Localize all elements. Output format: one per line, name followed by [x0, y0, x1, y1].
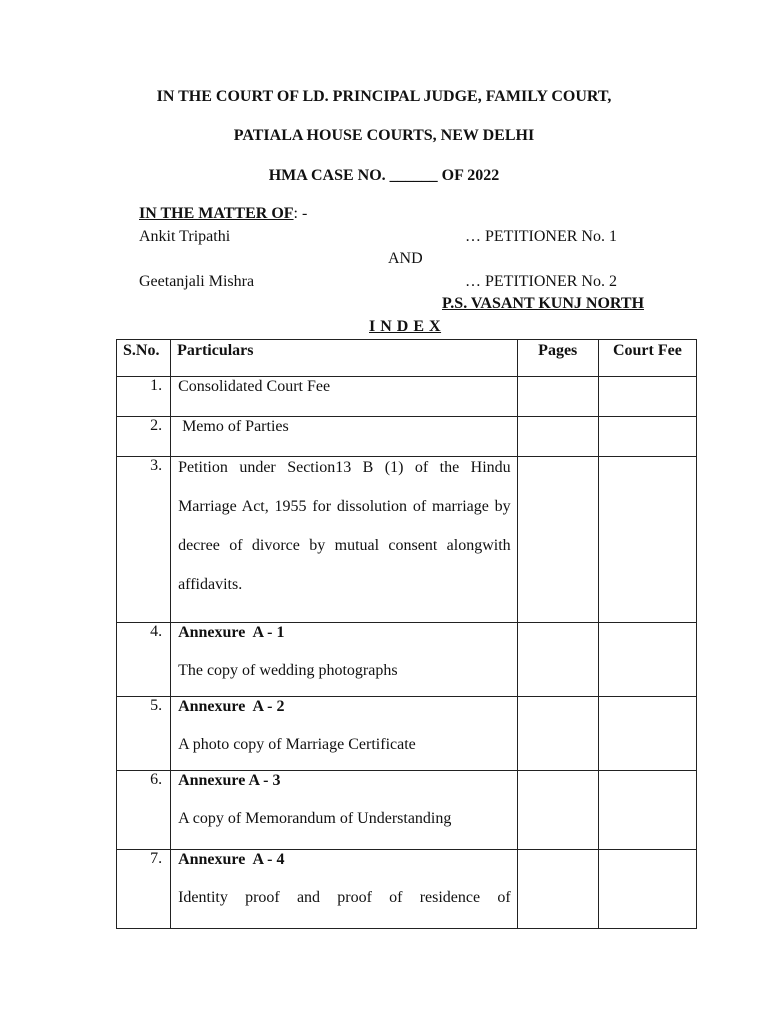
index-title: I N D E X — [369, 318, 442, 335]
matter-heading-line — [139, 205, 307, 223]
row-sno: 5. — [150, 697, 163, 714]
court-heading: IN THE COURT OF LD. PRINCIPAL JUDGE, FAMILY COURT, — [156, 88, 612, 105]
table-row — [117, 697, 697, 771]
index-table — [116, 339, 697, 929]
row-pages — [517, 623, 598, 697]
row-annexure-title: Annexure A - 2 — [178, 698, 285, 715]
row-sno: 7. — [150, 850, 163, 867]
case-number: HMA CASE NO. ______ OF 2022 — [268, 167, 500, 184]
row-pages — [517, 771, 598, 850]
party1-role: … PETITIONER No. 1 — [465, 228, 617, 245]
row-court-fee — [598, 771, 696, 850]
row-court-fee — [598, 377, 696, 417]
row-annexure-title: Annexure A - 3 — [178, 772, 281, 789]
party1-name: Ankit Tripathi — [139, 228, 231, 245]
row-annexure-title: Annexure A - 4 — [178, 851, 285, 868]
row-annexure-title: Annexure A - 1 — [178, 624, 285, 641]
police-station: P.S. VASANT KUNJ NORTH — [442, 295, 645, 312]
row-particulars: Consolidated Court Fee — [178, 378, 331, 395]
row-sno: 1. — [150, 377, 163, 394]
row-court-fee — [598, 457, 696, 623]
row-particulars: A photo copy of Marriage Certificate — [178, 736, 416, 753]
row-pages — [517, 377, 598, 417]
row-sno: 3. — [150, 457, 163, 474]
party2-role: … PETITIONER No. 2 — [465, 273, 617, 290]
header-particulars: Particulars — [171, 340, 518, 377]
row-pages — [517, 850, 598, 929]
party2-name: Geetanjali Mishra — [139, 273, 255, 290]
table-row — [117, 623, 697, 697]
row-court-fee — [598, 697, 696, 771]
row-sno: 6. — [150, 771, 163, 788]
header-pages: Pages — [517, 340, 598, 377]
and-separator: AND — [388, 250, 423, 267]
table-row — [117, 377, 697, 417]
row-pages — [517, 417, 598, 457]
index-header-row — [117, 340, 697, 377]
header-court-fee: Court Fee — [598, 340, 696, 377]
row-particulars: The copy of wedding photographs — [178, 662, 398, 679]
row-court-fee — [598, 850, 696, 929]
row-particulars: A copy of Memorandum of Understanding — [178, 810, 452, 827]
row-sno: 2. — [150, 417, 163, 434]
row-sno: 4. — [150, 623, 163, 640]
court-location: PATIALA HOUSE COURTS, NEW DELHI — [233, 127, 535, 144]
matter-heading: IN THE MATTER OF — [139, 205, 294, 222]
matter-heading-suffix: : - — [293, 205, 308, 222]
table-row — [117, 850, 697, 929]
row-particulars: Identity proof and proof of residence of — [178, 889, 511, 906]
row-court-fee — [598, 417, 696, 457]
table-row — [117, 771, 697, 850]
table-row — [117, 457, 697, 623]
header-sno: S.No. — [117, 340, 171, 377]
row-court-fee — [598, 623, 696, 697]
row-pages — [517, 697, 598, 771]
row-particulars: Memo of Parties — [178, 418, 289, 435]
row-particulars: Petition under Section13 B (1) of the Hindu Marriage Act, 1955 for dissolution of marriage by decree of divorce by mutual consent alongwith affidavits. — [178, 459, 511, 593]
row-pages — [517, 457, 598, 623]
